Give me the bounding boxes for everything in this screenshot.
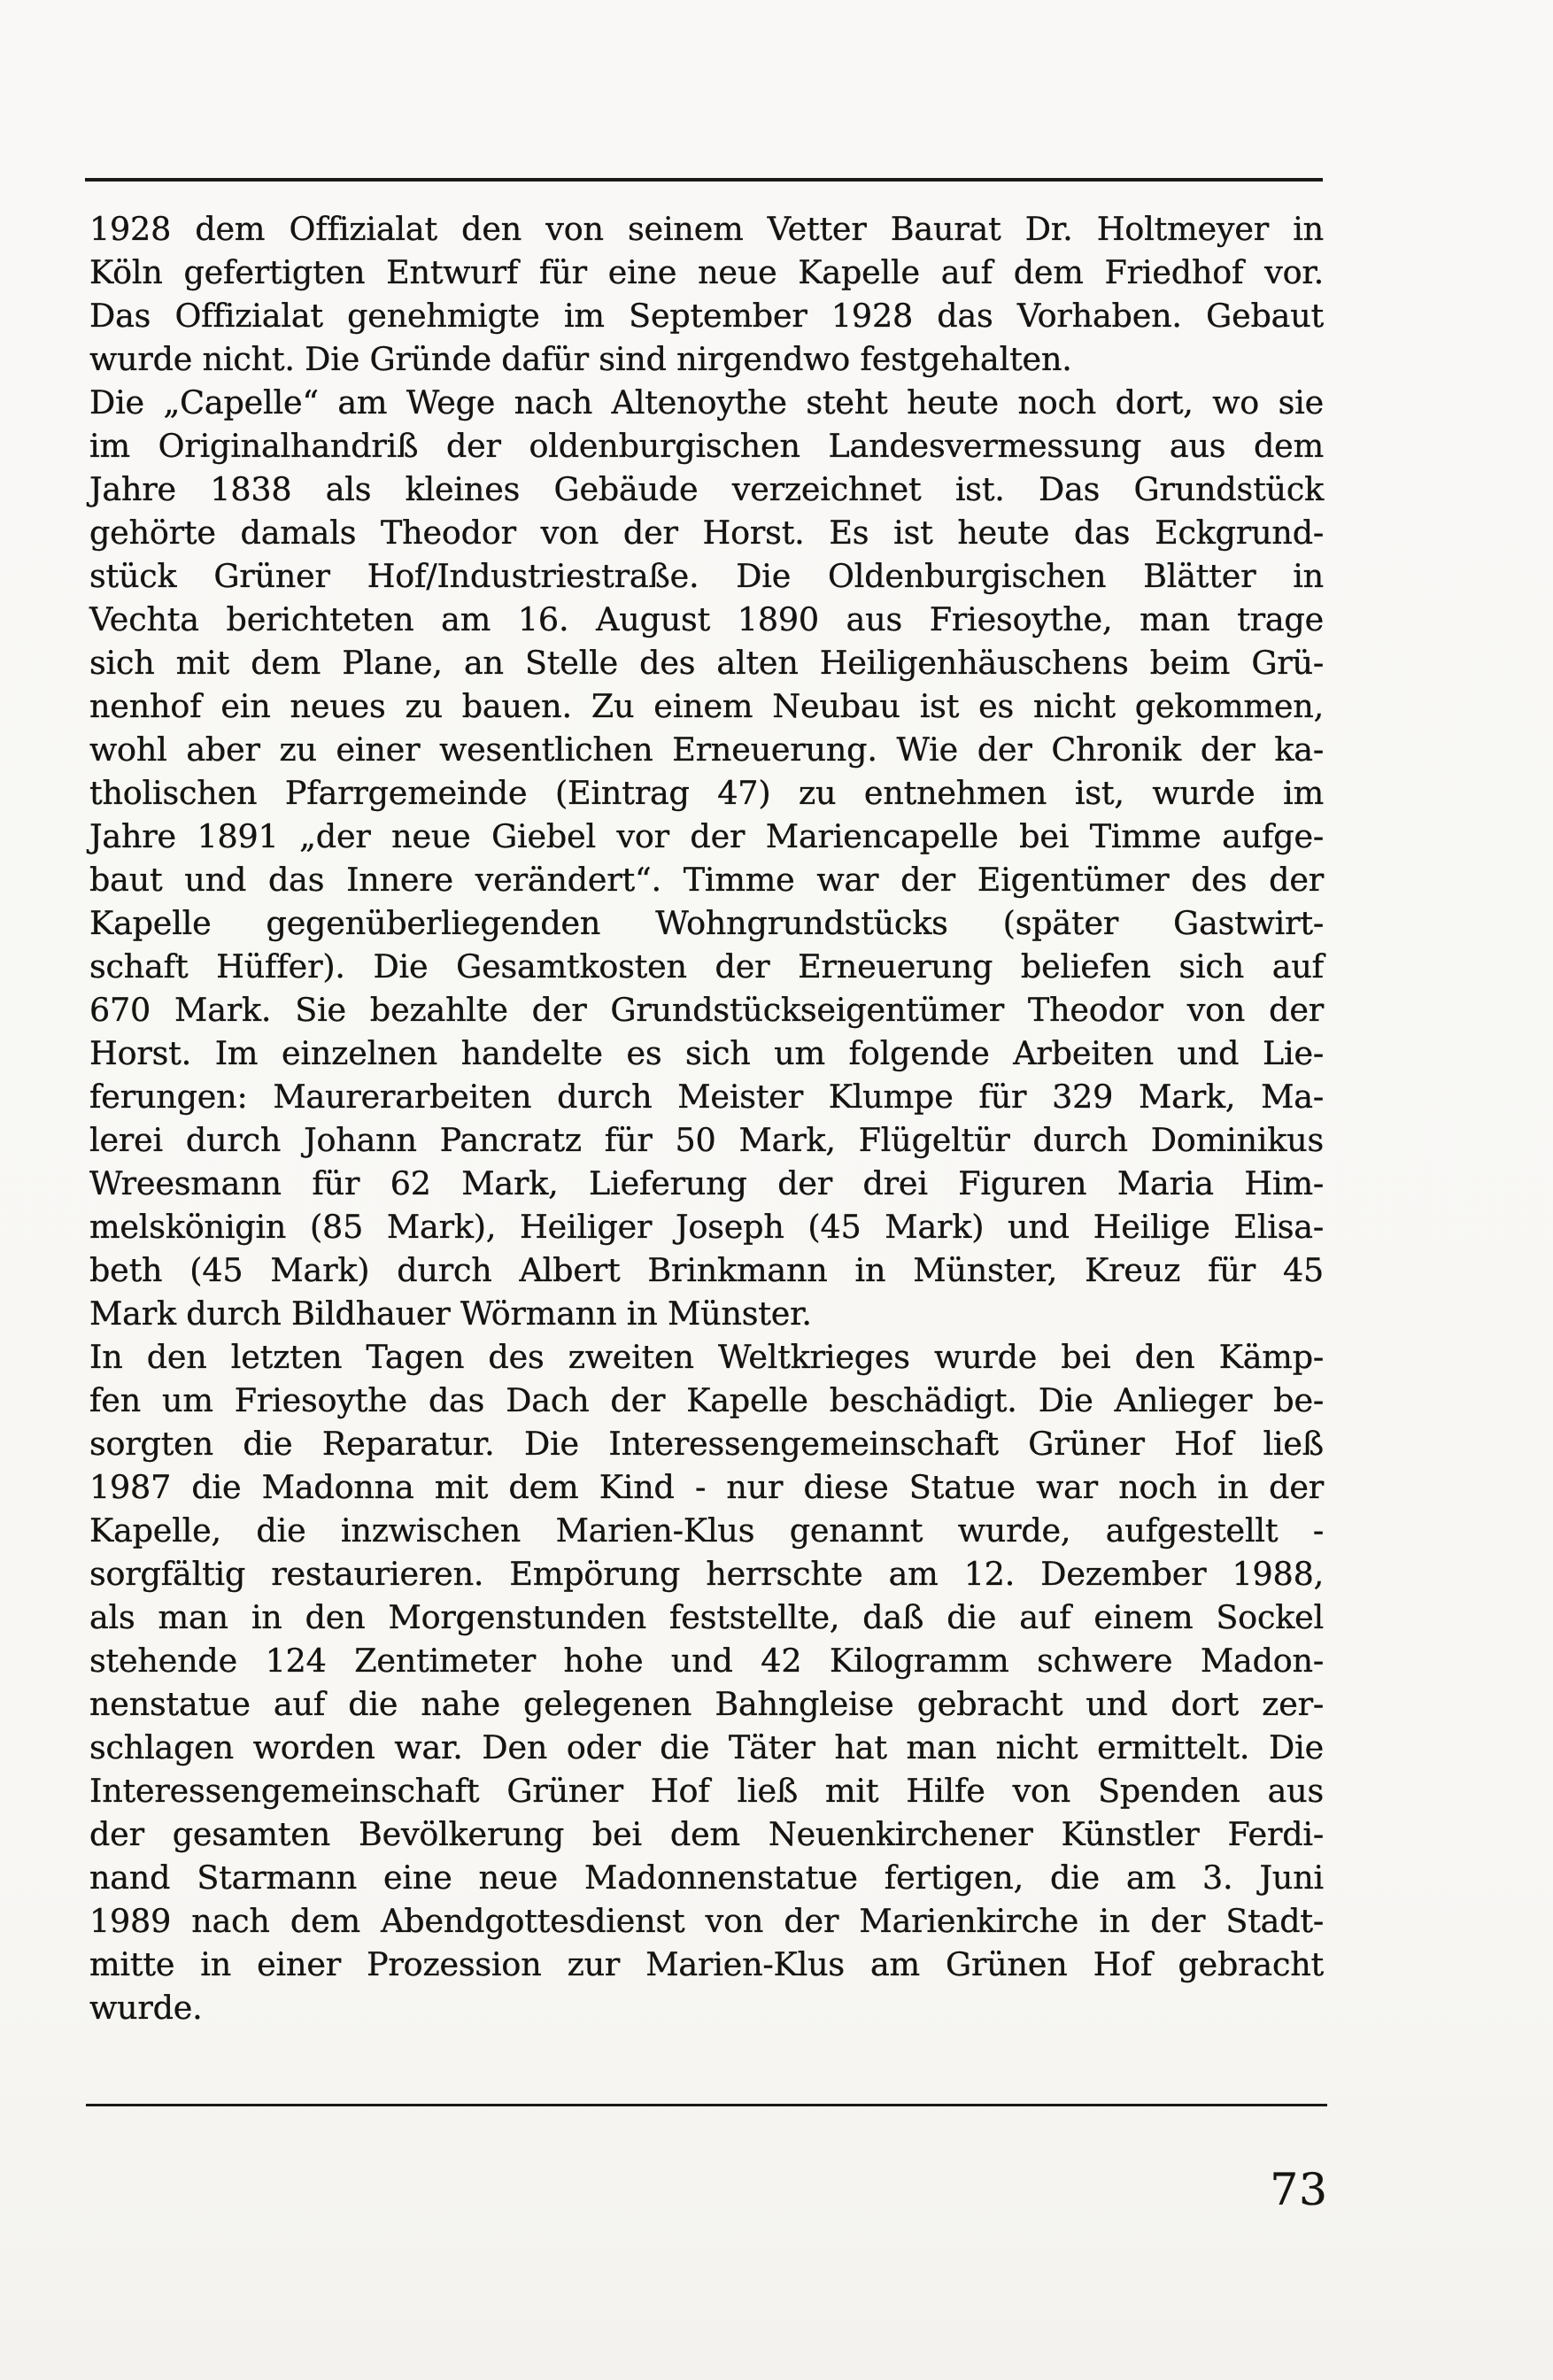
text-line: schaft Hüffer). Die Gesamtkosten der Erneuerung beliefen sich auf <box>89 947 1324 985</box>
text-line: 670 Mark. Sie bezahlte der Grundstückseigentümer Theodor von der <box>89 991 1324 1029</box>
text-line: Das Offizialat genehmigte im September 1928 das Vorhaben. Gebaut <box>89 297 1324 335</box>
text-line: stehende 124 Zentimeter hohe und 42 Kilogramm schwere Madon- <box>89 1642 1324 1680</box>
text-line: wurde nicht. Die Gründe dafür sind nirgendwo festgehalten. <box>89 340 1072 378</box>
text-line: sich mit dem Plane, an Stelle des alten Heiligenhäuschens beim Grü- <box>89 644 1324 682</box>
text-line: Kapelle gegenüberliegenden Wohngrundstücks (später Gastwirt- <box>89 904 1324 942</box>
text-line: ferungen: Maurerarbeiten durch Meister Klumpe für 329 Mark, Ma- <box>89 1078 1324 1116</box>
text-line: gehörte damals Theodor von der Horst. Es ist heute das Eckgrund- <box>89 514 1324 552</box>
text-line: Mark durch Bildhauer Wörmann in Münster. <box>89 1294 812 1333</box>
text-line: 1987 die Madonna mit dem Kind - nur diese Statue war noch in der <box>89 1468 1324 1506</box>
text-line: lerei durch Johann Pancratz für 50 Mark, Flügeltür durch Dominikus <box>89 1121 1324 1159</box>
text-line: Horst. Im einzelnen handelte es sich um folgende Arbeiten und Lie- <box>89 1034 1324 1072</box>
text-line: melskönigin (85 Mark), Heiliger Joseph (45 Mark) und Heilige Elisa- <box>89 1208 1324 1246</box>
bottom-divider <box>86 2104 1327 2106</box>
text-line: der gesamten Bevölkerung bei dem Neuenkirchener Künstler Ferdi- <box>89 1815 1324 1853</box>
text-line: Die „Capelle“ am Wege nach Altenoythe steht heute noch dort, wo sie <box>89 383 1324 421</box>
text-line: tholischen Pfarrgemeinde (Eintrag 47) zu entnehmen ist, wurde im <box>89 774 1324 812</box>
text-line: beth (45 Mark) durch Albert Brinkmann in Münster, Kreuz für 45 <box>89 1251 1324 1289</box>
text-line: nenhof ein neues zu bauen. Zu einem Neubau ist es nicht gekommen, <box>89 687 1324 725</box>
text-line: sorgfältig restaurieren. Empörung herrschte am 12. Dezember 1988, <box>89 1555 1324 1593</box>
text-line: Jahre 1891 „der neue Giebel vor der Mariencapelle bei Timme aufge- <box>89 817 1324 855</box>
text-line: fen um Friesoythe das Dach der Kapelle beschädigt. Die Anlieger be- <box>89 1381 1324 1419</box>
text-line: wohl aber zu einer wesentlichen Erneuerung. Wie der Chronik der ka- <box>89 730 1324 769</box>
text-line: nenstatue auf die nahe gelegenen Bahngleise gebracht und dort zer- <box>89 1685 1324 1723</box>
text-line: 1989 nach dem Abendgottesdienst von der Marienkirche in der Stadt- <box>89 1902 1324 1940</box>
top-divider <box>85 178 1323 182</box>
text-line: Jahre 1838 als kleines Gebäude verzeichnet ist. Das Grundstück <box>89 470 1324 508</box>
text-line: als man in den Morgenstunden feststellte, daß die auf einem Sockel <box>89 1598 1324 1636</box>
text-line: sorgten die Reparatur. Die Interessengemeinschaft Grüner Hof ließ <box>89 1425 1324 1463</box>
text-line: Wreesmann für 62 Mark, Lieferung der drei Figuren Maria Him- <box>89 1164 1324 1202</box>
text-line: baut und das Innere verändert“. Timme war der Eigentümer des der <box>89 861 1324 899</box>
text-line: Vechta berichteten am 16. August 1890 aus Friesoythe, man trage <box>89 600 1324 638</box>
text-line: schlagen worden war. Den oder die Täter hat man nicht ermittelt. Die <box>89 1728 1324 1766</box>
text-line: wurde. <box>89 1989 203 2027</box>
page-number: 73 <box>1270 2164 1328 2215</box>
text-line: mitte in einer Prozession zur Marien-Klus am Grünen Hof gebracht <box>89 1945 1324 1983</box>
text-line: nand Starmann eine neue Madonnenstatue fertigen, die am 3. Juni <box>89 1858 1324 1897</box>
text-line: Kapelle, die inzwischen Marien-Klus genannt wurde, aufgestellt - <box>89 1511 1324 1549</box>
text-line: Interessengemeinschaft Grüner Hof ließ mit Hilfe von Spenden aus <box>89 1772 1324 1810</box>
text-line: stück Grüner Hof/Industriestraße. Die Oldenburgischen Blätter in <box>89 557 1324 595</box>
text-line: 1928 dem Offizialat den von seinem Vetter Baurat Dr. Holtmeyer in <box>89 210 1324 248</box>
text-line: im Originalhandriß der oldenburgischen Landesvermessung aus dem <box>89 427 1324 465</box>
text-line: In den letzten Tagen des zweiten Weltkrieges wurde bei den Kämp- <box>89 1338 1324 1376</box>
text-line: Köln gefertigten Entwurf für eine neue Kapelle auf dem Friedhof vor. <box>89 253 1324 291</box>
body-text <box>89 207 1324 2029</box>
